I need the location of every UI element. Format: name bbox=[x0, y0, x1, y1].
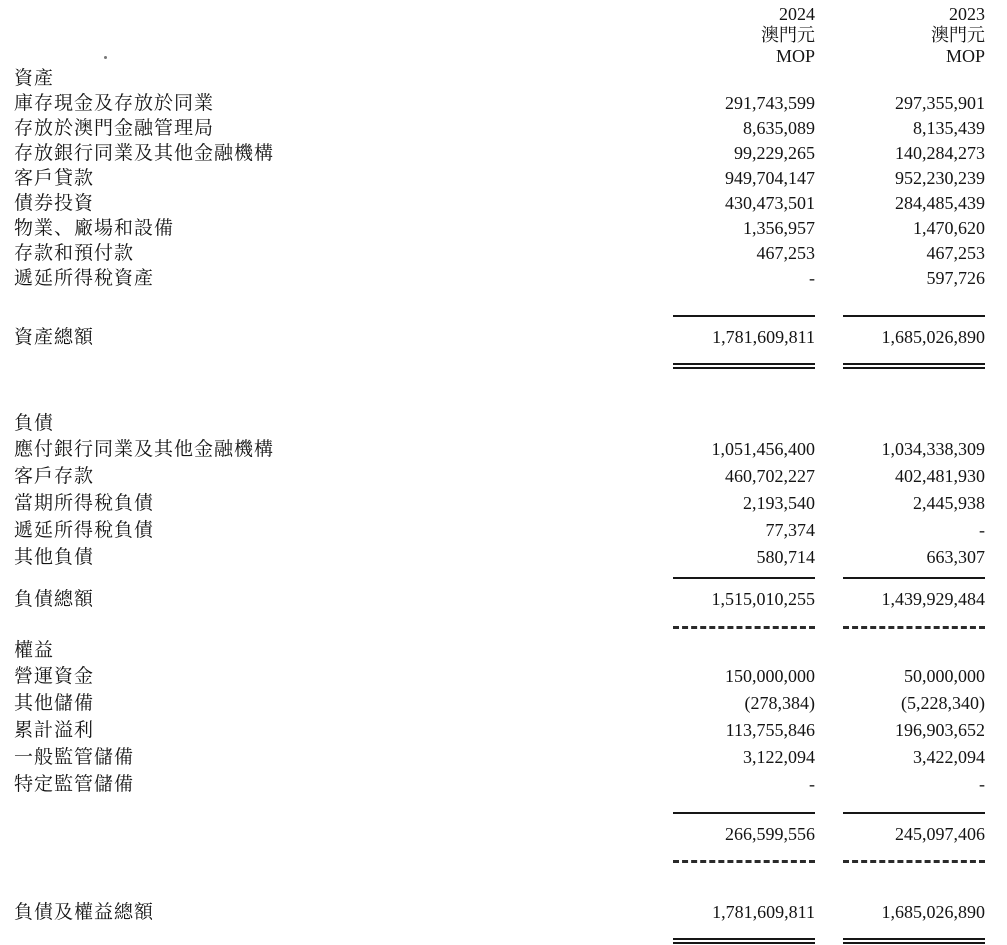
asset-row bbox=[14, 141, 985, 166]
row-label: 累計溢利 bbox=[14, 720, 95, 741]
assets-total-2024: 1,781,609,811 bbox=[712, 327, 815, 347]
equity-row bbox=[14, 690, 985, 717]
equity-total-2023: 245,097,406 bbox=[895, 824, 985, 844]
equity-total-row bbox=[14, 817, 985, 851]
value-2023: 50,000,000 bbox=[904, 666, 985, 686]
value-2024: 1,356,957 bbox=[743, 218, 815, 238]
single-rule bbox=[673, 812, 815, 814]
row-label: 一般監管儲備 bbox=[14, 747, 135, 768]
single-rule bbox=[673, 315, 815, 317]
value-2023: 2,445,938 bbox=[913, 493, 985, 513]
equity-section-title: 權益 bbox=[14, 640, 55, 661]
row-label: 當期所得稅負債 bbox=[14, 493, 155, 514]
assets-total-2023: 1,685,026,890 bbox=[881, 327, 985, 347]
single-rule bbox=[673, 577, 815, 579]
row-label: 債券投資 bbox=[14, 193, 95, 214]
value-2023: 284,485,439 bbox=[895, 193, 985, 213]
liabilities-section-title: 負債 bbox=[14, 413, 55, 434]
col-2024-currency: 澳門元 bbox=[761, 25, 815, 45]
asset-row bbox=[14, 191, 985, 216]
grand-total-underline-row bbox=[14, 937, 985, 945]
row-label: 客戶貸款 bbox=[14, 168, 95, 189]
double-rule bbox=[673, 938, 815, 944]
value-2024: 430,473,501 bbox=[725, 193, 815, 213]
grand-total-label: 負債及權益總額 bbox=[14, 902, 155, 923]
liabilities-total-label: 負債總額 bbox=[14, 589, 95, 610]
value-2024: 150,000,000 bbox=[725, 666, 815, 686]
value-2024: 949,704,147 bbox=[725, 168, 815, 188]
equity-total-topline-row bbox=[14, 810, 985, 817]
value-2024: 2,193,540 bbox=[743, 493, 815, 513]
value-2023: (5,228,340) bbox=[901, 693, 985, 713]
equity-total-2024: 266,599,556 bbox=[725, 824, 815, 844]
dashed-rule bbox=[673, 626, 815, 629]
liabilities-section-title-row bbox=[14, 412, 985, 436]
row-label: 庫存現金及存放於同業 bbox=[14, 93, 215, 114]
row-label: 其他負債 bbox=[14, 547, 95, 568]
assets-section-title: 資產 bbox=[14, 68, 55, 89]
dashed-rule bbox=[843, 860, 985, 863]
value-2024: 77,374 bbox=[765, 520, 815, 540]
dashed-rule bbox=[673, 860, 815, 863]
assets-total-underline-row bbox=[14, 362, 985, 370]
value-2024: - bbox=[809, 774, 815, 794]
value-2023: 663,307 bbox=[926, 547, 985, 567]
value-2023: 3,422,094 bbox=[913, 747, 985, 767]
row-label: 物業、廠場和設備 bbox=[14, 218, 175, 239]
asset-row bbox=[14, 166, 985, 191]
equity-row bbox=[14, 717, 985, 744]
assets-section-title-row bbox=[14, 67, 985, 91]
asset-row bbox=[14, 241, 985, 266]
row-label: 客戶存款 bbox=[14, 466, 95, 487]
value-2023: 952,230,239 bbox=[895, 168, 985, 188]
value-2024: 580,714 bbox=[756, 547, 815, 567]
equity-row bbox=[14, 771, 985, 798]
value-2023: 402,481,930 bbox=[895, 466, 985, 486]
row-label: 特定監管儲備 bbox=[14, 774, 135, 795]
liability-row bbox=[14, 517, 985, 544]
single-rule bbox=[843, 315, 985, 317]
dashed-rule bbox=[843, 626, 985, 629]
spacer bbox=[14, 291, 985, 313]
liability-row bbox=[14, 490, 985, 517]
value-2024: 460,702,227 bbox=[725, 466, 815, 486]
value-2024: 8,635,089 bbox=[743, 118, 815, 138]
grand-total-2024: 1,781,609,811 bbox=[712, 902, 815, 922]
equity-section-title-row bbox=[14, 639, 985, 663]
value-2024: 99,229,265 bbox=[734, 143, 815, 163]
liability-row bbox=[14, 436, 985, 463]
value-2024: 291,743,599 bbox=[725, 93, 815, 113]
value-2024: 113,755,846 bbox=[725, 720, 815, 740]
liabilities-total-dashline-row bbox=[14, 623, 985, 631]
row-label: 存放於澳門金融管理局 bbox=[14, 118, 215, 139]
col-2023-year: 2023 bbox=[949, 4, 985, 24]
single-rule bbox=[843, 812, 985, 814]
value-2024: - bbox=[809, 268, 815, 288]
value-2024: 1,051,456,400 bbox=[711, 439, 815, 459]
scan-speck bbox=[104, 56, 107, 59]
col-2023-currency: 澳門元 bbox=[931, 25, 985, 45]
value-2023: 467,253 bbox=[926, 243, 985, 263]
single-rule bbox=[843, 577, 985, 579]
assets-total-topline-row bbox=[14, 313, 985, 320]
value-2023: 297,355,901 bbox=[895, 93, 985, 113]
value-2023: 8,135,439 bbox=[913, 118, 985, 138]
value-2023: 140,284,273 bbox=[895, 143, 985, 163]
row-label: 存放銀行同業及其他金融機構 bbox=[14, 143, 275, 164]
spacer bbox=[14, 865, 985, 895]
value-2024: (278,384) bbox=[744, 693, 815, 713]
liabilities-total-2023: 1,439,929,484 bbox=[881, 589, 985, 609]
liabilities-total-row bbox=[14, 582, 985, 617]
header-year-row bbox=[14, 4, 985, 25]
asset-row bbox=[14, 216, 985, 241]
value-2023: 1,470,620 bbox=[913, 218, 985, 238]
col-2024-unit: MOP bbox=[775, 46, 815, 66]
assets-total-label: 資產總額 bbox=[14, 327, 95, 348]
liability-row bbox=[14, 463, 985, 490]
value-2023: 196,903,652 bbox=[895, 720, 985, 740]
grand-total-2023: 1,685,026,890 bbox=[881, 902, 985, 922]
liability-row bbox=[14, 544, 985, 571]
double-rule bbox=[843, 938, 985, 944]
equity-row bbox=[14, 663, 985, 690]
col-2024-year: 2024 bbox=[779, 4, 815, 24]
equity-total-dashline-row bbox=[14, 857, 985, 865]
double-rule bbox=[673, 363, 815, 369]
row-label: 應付銀行同業及其他金融機構 bbox=[14, 439, 275, 460]
value-2024: 3,122,094 bbox=[743, 747, 815, 767]
col-2023-unit: MOP bbox=[945, 46, 985, 66]
row-label: 營運資金 bbox=[14, 666, 95, 687]
grand-total-row bbox=[14, 895, 985, 930]
value-2023: 1,034,338,309 bbox=[881, 439, 985, 459]
liabilities-total-2024: 1,515,010,255 bbox=[711, 589, 815, 609]
header-unit-row bbox=[14, 46, 985, 67]
spacer bbox=[14, 370, 985, 412]
value-2023: 597,726 bbox=[926, 268, 985, 288]
liabilities-total-topline-row bbox=[14, 575, 985, 582]
value-2024: 467,253 bbox=[756, 243, 815, 263]
value-2023: - bbox=[979, 774, 985, 794]
assets-total-row bbox=[14, 320, 985, 355]
row-label: 存款和預付款 bbox=[14, 243, 135, 264]
equity-row bbox=[14, 744, 985, 771]
value-2023: - bbox=[979, 520, 985, 540]
spacer bbox=[14, 798, 985, 810]
spacer bbox=[14, 631, 985, 639]
row-label: 其他儲備 bbox=[14, 693, 95, 714]
row-label: 遞延所得稅負債 bbox=[14, 520, 155, 541]
double-rule bbox=[843, 363, 985, 369]
asset-row bbox=[14, 116, 985, 141]
asset-row bbox=[14, 266, 985, 291]
row-label: 遞延所得稅資產 bbox=[14, 268, 155, 289]
header-currency-row bbox=[14, 25, 985, 46]
asset-row bbox=[14, 91, 985, 116]
